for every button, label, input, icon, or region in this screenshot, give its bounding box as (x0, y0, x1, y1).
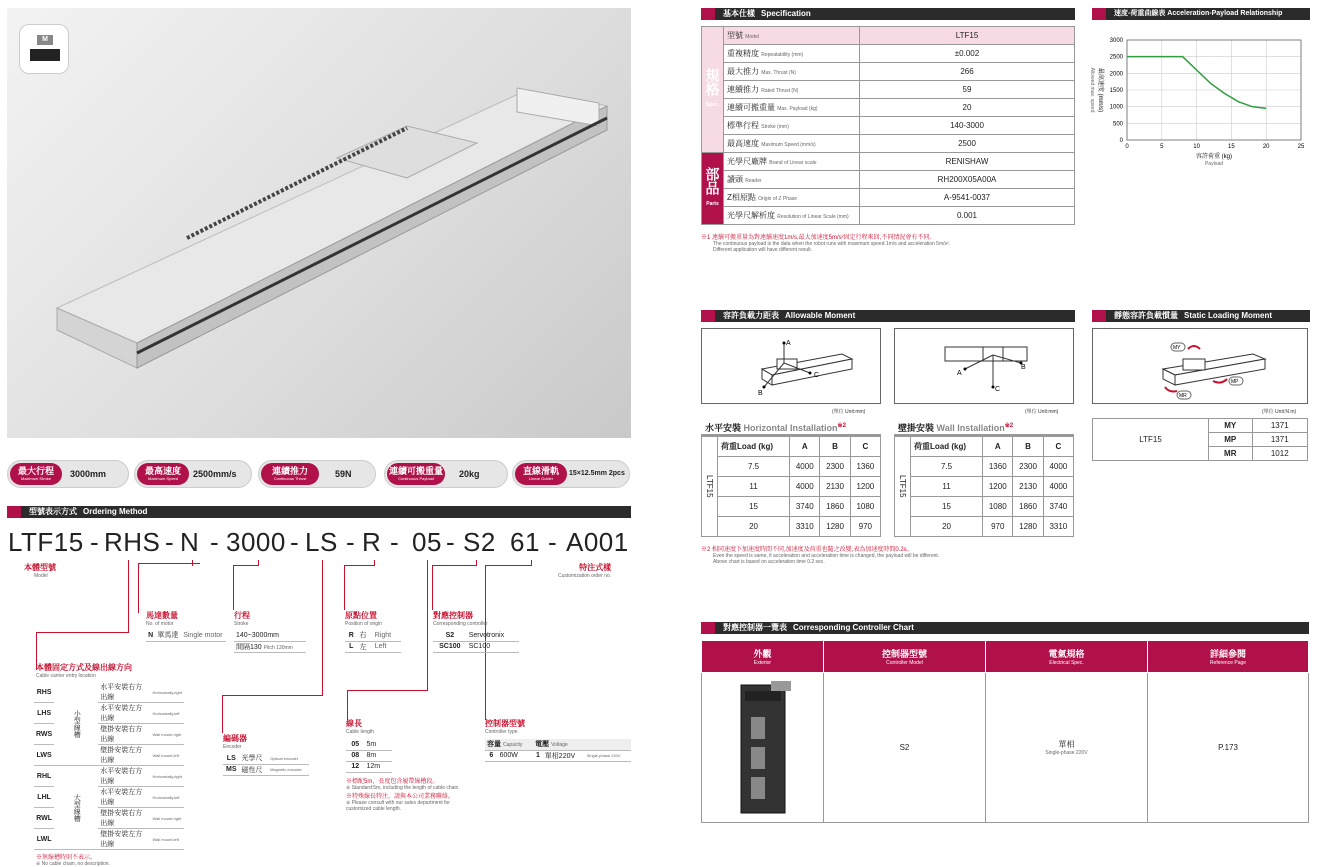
feature-value: 15×12.5mm 2pcs (569, 470, 625, 477)
horizontal-moment-table: 水平安裝 Horizontal Installation$^{※2}$ LTF15 荷重Load (kg) A B C 7.5 4000 2300 1360 11 4000 2130 1200 15 3740 1860 1080 20 3310 1280 970 (701, 418, 881, 537)
cable-length-option-block: 線長 Cable length 05 5m 08 8m 12 12m ※標配5m，長度包含履帶線槽段。 ※ Standard:5m, including the length of cable chain. ※特殊線長特注，請與本公司業務聯絡。 ※ Please consult with our sales department for customized cable length. (346, 719, 460, 812)
feature-pill-payload: 連續可搬重量 Continuous Payload 20kg (384, 460, 508, 488)
x-tick-label: 0 (1125, 144, 1129, 150)
stroke-option-block: 行程 Stroke 140~3000mm 間隔130 Pitch 130mm (234, 610, 306, 653)
y-tick-label: 1000 (1109, 104, 1123, 111)
moment-unit-right: (單位 Unit:mm) (1025, 409, 1059, 415)
controller-chart-table: 外觀 Exterior 控制器型號 Controller Model 電氣規格 Electrical Spec. 詳細參閱 Reference Page S2 單相 Single-phase 220V P.173 (701, 640, 1309, 823)
encoder-option-block: 編碼器 Encoder LS 光學尺 Optical encoder MS 磁性尺 Magnetic encoder (223, 733, 313, 776)
feature-pill-speed: 最高速度 Maximum Speed 2500mm/s (134, 460, 252, 488)
label-a: A (786, 340, 791, 347)
feature-pill-thrust: 連續推力 Continuous Thrust 59N (258, 460, 376, 488)
label-b: B (758, 390, 763, 397)
static-unit: (單位 Unit:N.m) (1262, 409, 1297, 415)
horizontal-moment-diagram (701, 328, 881, 404)
controller-type-option-block: 控制器型號 Controller type 容量 Capacity 電壓 Voltage 6 600W 1 單相220V Single-phase 220V (485, 718, 631, 762)
y-tick-label: 0 (1119, 138, 1123, 144)
custom-label: 特注式樣 Customization order no. (558, 563, 612, 579)
x-tick-label: 10 (1193, 144, 1200, 150)
origin-option-block: 原點位置 Position of origin R 右 Right L 左 Left (345, 610, 415, 653)
y-axis-label-en: Allowed max. speed (1089, 67, 1095, 113)
y-axis-label: 最高速度 (mm/s) (1097, 67, 1103, 113)
controller-device-image (723, 677, 803, 817)
wall-moment-table: 壁掛安裝 Wall Installation$^{※2}$ LTF15 荷重Load (kg) A B C 7.5 1360 2300 4000 11 1200 2130 4000 15 1080 1860 3740 20 970 1280 3310 (894, 418, 1074, 537)
linear-actuator-image (7, 8, 631, 438)
static-moment-table: LTF15 MY 1371 MP 1371 MR 1012 (1092, 418, 1308, 461)
controller-chart-title-bar: 對應控制器一覽表 Corresponding Controller Chart (701, 622, 1309, 634)
static-title-bar: 靜態容許負載慣量 Static Loading Moment (1092, 310, 1310, 322)
badge-letter: M (37, 35, 53, 45)
spec-title-bar: 基本仕樣 Specification (701, 8, 1075, 20)
label-mr: MR (1179, 393, 1187, 399)
y-tick-label: 2500 (1109, 54, 1123, 61)
wall-moment-diagram (894, 328, 1074, 404)
spec-notes: ※1 連續可搬重量為對連續速度1m/s,最大加速度5m/s²固定行程來回,不同情況會有不同。 The continuous payload is the data when the robot runs with maximum speed 1m/s and acceleration 5m/s². Different application will have different result. (701, 235, 951, 253)
spec-table: 規格 Spec. 型號 Model LTF15 重複精度 Repeatability (mm) ±0.002 最大推力 Max. Thrust (N) 266 連續推力 Rated Thrust (N) 59 連續可搬重量 Max. Payload (kg) 20 標準行程 Stroke (mm) 140-3000 最高速度 Maximum Speed (mm/s) 2500 部品 Parts 光學尺廠牌 Brand of Linear scale RENISHAW 讀頭 Reader RH200X05A00A Z相原點 Origin of Z Phase A-9541-0037 光學尺解析度 Resolution of Linear Scale (mm) 0.001 (701, 26, 1075, 225)
x-axis-label: 容許荷重 (kg) (1195, 154, 1233, 160)
y-tick-label: 1500 (1109, 88, 1123, 94)
ordering-title-bar: 型號表示方式 Ordering Method (7, 506, 631, 518)
motor-option-block: 馬達數量 No. of motor N 單馬達 Single motor (146, 610, 226, 642)
feature-value: 59N (335, 469, 352, 479)
label-mp: MP (1231, 379, 1239, 385)
label-b: B (1021, 364, 1026, 371)
moment-title-bar: 容許負載力距表 Allowable Moment (701, 310, 1075, 322)
chart-title-bar: 速度-荷重曲線表 Acceleration-Payload Relationship (1092, 8, 1310, 20)
label-my: MY (1173, 345, 1181, 351)
feature-pill-stroke: 最大行程 Maximum Stroke 3000mm (7, 460, 129, 488)
cable-entry-option-block: 本體固定方式及線出線方向 Cable carrier entry location RHS 小型線槽 水平安裝右方出線 Horizontally,right LHS 水平安裝左方出線 Horizontally,left RWS 壁掛安裝右方出線 Wall mount,right LWS 壁掛安裝左方出線 Wall mount,left RHL 大型線槽 水平安裝右方出線 Horizontally,right LHL 水平安裝左方出線 Horizontally,left RWL 壁掛安裝右方出線 Wall mount,right LWL 壁掛安裝左方出線 Wall mount,left ※無線槽時則不表示。 ※ No cable chain, no description. (36, 663, 182, 867)
feature-value: 20kg (459, 469, 480, 479)
label-a: A (957, 370, 962, 377)
y-tick-label: 3000 (1109, 38, 1123, 44)
x-tick-label: 5 (1160, 144, 1164, 150)
x-axis-label-en: Payload (1204, 161, 1224, 167)
feature-pill-guide: 直線滑軌 Linear Guider 15×12.5mm 2pcs (512, 460, 630, 488)
moment-notes: ※2 相同速度下加速度時間不同,加速度及荷重也隨之改變,表為加速度時間0.2s。 Even the speed is same, if acceleration and acceleration time is changed, the payload will be different. Above chart is based on acceleration time 0.2 sec. (701, 547, 940, 565)
static-moment-diagram (1092, 328, 1308, 404)
x-tick-label: 20 (1262, 144, 1270, 150)
y-tick-label: 2000 (1109, 71, 1123, 78)
label-c: C (814, 372, 820, 379)
x-tick-label: 25 (1297, 144, 1305, 150)
y-tick-label: 500 (1112, 121, 1123, 128)
controller-option-block: 對應控制器 Corresponding controller S2 Servotronix SC100 SC100 (433, 610, 523, 653)
x-tick-label: 15 (1228, 144, 1235, 150)
label-c: C (995, 386, 1001, 393)
product-photo-panel (7, 8, 631, 438)
model-label: 本體型號 Model (24, 563, 56, 579)
moment-unit-left: (單位 Unit:mm) (832, 409, 866, 415)
speed-payload-chart (1085, 26, 1313, 176)
feature-value: 3000mm (70, 469, 107, 479)
feature-value: 2500mm/s (193, 469, 237, 479)
